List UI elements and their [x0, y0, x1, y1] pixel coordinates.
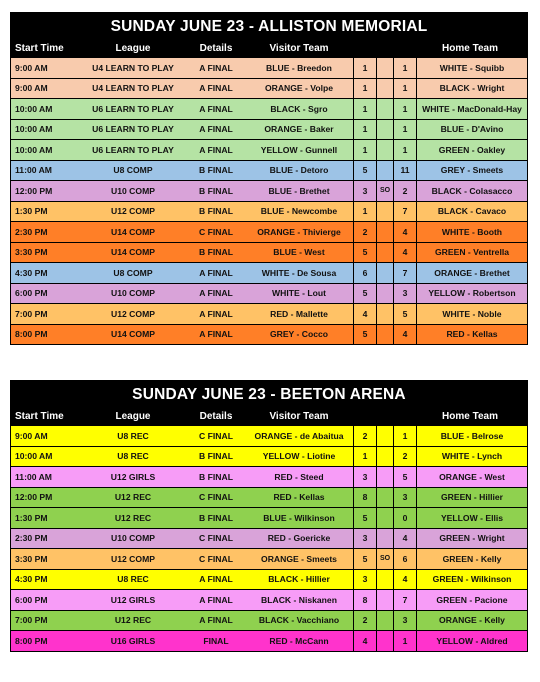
- cell-details: C FINAL: [199, 533, 233, 544]
- cell-details: A FINAL: [199, 103, 233, 114]
- cell-home-score: 1: [393, 426, 417, 446]
- table-row: [11, 324, 527, 345]
- table-row: [11, 78, 527, 99]
- table-row: [11, 507, 527, 528]
- header-visitor: Visitor Team: [269, 411, 329, 422]
- cell-details: C FINAL: [199, 553, 233, 564]
- table-row: [11, 201, 527, 222]
- cell-details: B FINAL: [199, 471, 233, 482]
- cell-visitor-score: 8: [353, 590, 376, 610]
- cell-visitor-team: RED - Steed: [274, 471, 324, 482]
- cell-start-time: 9:00 AM: [15, 62, 48, 73]
- cell-league: U8 REC: [117, 451, 149, 462]
- table-row: [11, 262, 527, 283]
- cell-league: U6 LEARN TO PLAY: [92, 124, 174, 135]
- cell-visitor-score: 1: [353, 447, 376, 467]
- schedule-title: SUNDAY JUNE 23 - ALLISTON MEMORIAL: [11, 13, 527, 40]
- header-home: Home Team: [442, 411, 498, 422]
- cell-shootout: SO: [376, 549, 393, 569]
- cell-visitor-score: 6: [353, 263, 376, 283]
- cell-shootout: [376, 590, 393, 610]
- cell-visitor-team: BLUE - Brethet: [268, 185, 330, 196]
- cell-home-score: 4: [393, 570, 417, 590]
- cell-league: U10 COMP: [111, 185, 155, 196]
- cell-shootout: [376, 508, 393, 528]
- cell-league: U12 COMP: [111, 553, 155, 564]
- cell-details: A FINAL: [199, 267, 233, 278]
- cell-home-score: 4: [393, 243, 417, 263]
- table-row: [11, 610, 527, 631]
- cell-start-time: 8:00 PM: [15, 329, 48, 340]
- cell-visitor-score: 1: [353, 140, 376, 160]
- header-visitor: Visitor Team: [269, 43, 329, 54]
- cell-home-score: 5: [393, 467, 417, 487]
- cell-start-time: 3:30 PM: [15, 247, 48, 258]
- cell-start-time: 11:00 AM: [15, 471, 52, 482]
- cell-visitor-score: 5: [353, 284, 376, 304]
- table-row: [11, 160, 527, 181]
- cell-details: A FINAL: [199, 574, 233, 585]
- header-details: Details: [199, 411, 233, 422]
- cell-visitor-team: RED - Kellas: [273, 492, 325, 503]
- cell-visitor-team: RED - Goericke: [267, 533, 331, 544]
- cell-visitor-team: BLACK - Hillier: [268, 574, 330, 585]
- cell-home-team: RED - Kellas: [446, 329, 498, 340]
- cell-details: B FINAL: [199, 206, 233, 217]
- cell-visitor-score: 5: [353, 549, 376, 569]
- cell-home-score: 4: [393, 325, 417, 345]
- cell-home-team: ORANGE - West: [439, 471, 505, 482]
- cell-visitor-score: 1: [353, 202, 376, 222]
- table-row: [11, 57, 527, 78]
- cell-home-team: GREEN - Pacione: [436, 594, 508, 605]
- table-row: [11, 446, 527, 467]
- cell-details: C FINAL: [199, 492, 233, 503]
- cell-home-score: 5: [393, 304, 417, 324]
- cell-home-team: GREEN - Wilkinson: [432, 574, 512, 585]
- cell-visitor-team: ORANGE - Volpe: [264, 83, 334, 94]
- table-row: [11, 242, 527, 263]
- cell-start-time: 10:00 AM: [15, 103, 53, 114]
- cell-shootout: [376, 120, 393, 140]
- game-rows: [11, 57, 527, 344]
- cell-visitor-score: 5: [353, 243, 376, 263]
- header-time: Start Time: [15, 411, 64, 422]
- cell-shootout: [376, 202, 393, 222]
- cell-home-score: 0: [393, 508, 417, 528]
- table-row: [11, 98, 527, 119]
- cell-home-team: WHITE - Noble: [442, 308, 502, 319]
- cell-shootout: [376, 488, 393, 508]
- header-row: [11, 40, 527, 57]
- cell-start-time: 11:00 AM: [15, 165, 52, 176]
- cell-visitor-team: WHITE - De Sousa: [261, 267, 337, 278]
- cell-league: U10 COMP: [111, 288, 155, 299]
- cell-visitor-team: BLACK - Vacchiano: [258, 615, 340, 626]
- cell-start-time: 10:00 AM: [15, 451, 53, 462]
- cell-visitor-team: ORANGE - Thivierge: [257, 226, 341, 237]
- cell-home-team: YELLOW - Robertson: [428, 288, 516, 299]
- cell-start-time: 12:00 PM: [15, 492, 53, 503]
- cell-visitor-team: BLUE - Breedon: [266, 62, 332, 73]
- game-rows: [11, 425, 527, 651]
- cell-league: U12 COMP: [111, 308, 155, 319]
- cell-shootout: [376, 426, 393, 446]
- cell-league: U12 REC: [114, 492, 152, 503]
- schedule-alliston: [10, 12, 528, 345]
- header-row: [11, 408, 527, 425]
- cell-visitor-score: 3: [353, 529, 376, 549]
- cell-home-team: ORANGE - Brethet: [434, 267, 510, 278]
- cell-visitor-score: 3: [353, 181, 376, 201]
- cell-home-team: WHITE - Lynch: [441, 451, 503, 462]
- cell-home-team: BLACK - Cavaco: [437, 206, 507, 217]
- header-home: Home Team: [442, 43, 498, 54]
- cell-shootout: [376, 284, 393, 304]
- cell-visitor-score: 4: [353, 631, 376, 651]
- cell-home-team: WHITE - MacDonald-Hay: [422, 103, 522, 114]
- cell-visitor-team: ORANGE - Baker: [264, 124, 334, 135]
- cell-shootout: [376, 161, 393, 181]
- cell-shootout: [376, 263, 393, 283]
- cell-shootout: [376, 79, 393, 99]
- cell-league: U6 LEARN TO PLAY: [92, 103, 174, 114]
- cell-league: U4 LEARN TO PLAY: [92, 83, 174, 94]
- cell-league: U14 COMP: [111, 247, 155, 258]
- cell-shootout: [376, 529, 393, 549]
- cell-start-time: 7:00 PM: [15, 308, 48, 319]
- cell-start-time: 6:00 PM: [15, 594, 48, 605]
- cell-shootout: [376, 447, 393, 467]
- cell-start-time: 9:00 AM: [15, 83, 48, 94]
- cell-start-time: 10:00 AM: [15, 124, 53, 135]
- cell-details: FINAL: [203, 635, 229, 646]
- table-row: [11, 487, 527, 508]
- cell-visitor-team: RED - Mallette: [270, 308, 328, 319]
- cell-shootout: [376, 631, 393, 651]
- table-row: [11, 119, 527, 140]
- cell-visitor-score: 3: [353, 467, 376, 487]
- table-row: [11, 425, 527, 446]
- cell-start-time: 8:00 PM: [15, 635, 48, 646]
- cell-visitor-team: ORANGE - de Abaitua: [254, 430, 344, 441]
- cell-home-score: 7: [393, 263, 417, 283]
- cell-details: A FINAL: [199, 329, 233, 340]
- cell-home-score: 6: [393, 549, 417, 569]
- cell-home-team: BLACK - Wright: [439, 83, 505, 94]
- cell-league: U12 GIRLS: [110, 594, 156, 605]
- cell-home-team: BLUE - Belrose: [440, 430, 504, 441]
- cell-home-team: YELLOW - Ellis: [440, 512, 504, 523]
- cell-home-score: 1: [393, 120, 417, 140]
- cell-league: U12 COMP: [111, 206, 155, 217]
- cell-home-score: 3: [393, 284, 417, 304]
- cell-home-team: GREEN - Hillier: [440, 492, 504, 503]
- cell-visitor-score: 5: [353, 508, 376, 528]
- cell-start-time: 1:30 PM: [15, 206, 48, 217]
- cell-visitor-team: BLUE - Wilkinson: [263, 512, 335, 523]
- header-league: League: [115, 411, 151, 422]
- cell-shootout: [376, 99, 393, 119]
- cell-home-score: 4: [393, 529, 417, 549]
- cell-visitor-team: RED - McCann: [269, 635, 329, 646]
- cell-start-time: 1:30 PM: [15, 512, 48, 523]
- cell-home-team: BLUE - D'Avino: [440, 124, 504, 135]
- cell-visitor-score: 2: [353, 611, 376, 631]
- cell-home-team: YELLOW - Aldred: [436, 635, 508, 646]
- cell-league: U14 COMP: [111, 329, 155, 340]
- cell-league: U12 GIRLS: [110, 471, 156, 482]
- cell-league: U6 LEARN TO PLAY: [92, 144, 174, 155]
- cell-shootout: [376, 58, 393, 78]
- cell-visitor-team: WHITE - Lout: [272, 288, 326, 299]
- cell-start-time: 4:30 PM: [15, 574, 48, 585]
- header-details: Details: [199, 43, 233, 54]
- cell-home-team: GREEN - Kelly: [442, 553, 502, 564]
- cell-home-score: 7: [393, 202, 417, 222]
- schedule-beeton: [10, 380, 528, 652]
- cell-start-time: 3:30 PM: [15, 553, 48, 564]
- cell-visitor-team: BLUE - Newcombe: [260, 206, 338, 217]
- cell-details: A FINAL: [199, 62, 233, 73]
- cell-details: A FINAL: [199, 83, 233, 94]
- cell-start-time: 12:00 PM: [15, 185, 53, 196]
- cell-visitor-team: BLUE - Detoro: [269, 165, 329, 176]
- cell-home-team: GREEN - Oakley: [438, 144, 506, 155]
- cell-home-score: 7: [393, 590, 417, 610]
- table-row: [11, 221, 527, 242]
- cell-start-time: 7:00 PM: [15, 615, 48, 626]
- cell-visitor-team: BLACK - Niskanen: [261, 594, 337, 605]
- cell-home-score: 1: [393, 99, 417, 119]
- cell-details: B FINAL: [199, 247, 233, 258]
- cell-details: A FINAL: [199, 144, 233, 155]
- cell-start-time: 4:30 PM: [15, 267, 48, 278]
- cell-start-time: 6:00 PM: [15, 288, 48, 299]
- cell-home-score: 1: [393, 58, 417, 78]
- cell-league: U8 COMP: [113, 165, 153, 176]
- cell-home-score: 2: [393, 181, 417, 201]
- cell-visitor-score: 1: [353, 58, 376, 78]
- cell-visitor-score: 5: [353, 161, 376, 181]
- cell-visitor-team: GREY - Cocco: [269, 329, 329, 340]
- cell-home-team: WHITE - Squibb: [439, 62, 505, 73]
- cell-details: A FINAL: [199, 615, 233, 626]
- cell-home-score: 1: [393, 79, 417, 99]
- cell-visitor-score: 3: [353, 570, 376, 590]
- cell-start-time: 10:00 AM: [15, 144, 53, 155]
- cell-league: U14 COMP: [111, 226, 155, 237]
- table-row: [11, 630, 527, 651]
- cell-details: B FINAL: [199, 185, 233, 196]
- cell-visitor-team: BLACK - Sgro: [270, 103, 328, 114]
- table-row: [11, 589, 527, 610]
- cell-league: U12 REC: [114, 615, 152, 626]
- table-row: [11, 283, 527, 304]
- cell-home-team: GREY - Smeets: [440, 165, 504, 176]
- cell-league: U8 REC: [117, 574, 149, 585]
- cell-visitor-score: 8: [353, 488, 376, 508]
- cell-home-team: WHITE - Booth: [441, 226, 503, 237]
- cell-shootout: [376, 140, 393, 160]
- cell-home-score: 2: [393, 447, 417, 467]
- cell-home-score: 4: [393, 222, 417, 242]
- cell-start-time: 9:00 AM: [15, 430, 48, 441]
- cell-league: U8 REC: [117, 430, 149, 441]
- table-row: [11, 139, 527, 160]
- cell-shootout: [376, 611, 393, 631]
- cell-home-team: GREEN - Wright: [439, 533, 505, 544]
- header-league: League: [115, 43, 151, 54]
- cell-details: C FINAL: [199, 430, 233, 441]
- table-row: [11, 466, 527, 487]
- table-row: [11, 303, 527, 324]
- cell-details: B FINAL: [199, 512, 233, 523]
- cell-start-time: 2:30 PM: [15, 226, 48, 237]
- cell-shootout: [376, 325, 393, 345]
- header-time: Start Time: [15, 43, 64, 54]
- cell-home-team: ORANGE - Kelly: [439, 615, 505, 626]
- cell-visitor-score: 1: [353, 120, 376, 140]
- cell-details: C FINAL: [199, 226, 233, 237]
- cell-league: U4 LEARN TO PLAY: [92, 62, 174, 73]
- cell-details: A FINAL: [199, 124, 233, 135]
- cell-visitor-team: YELLOW - Gunnell: [260, 144, 338, 155]
- cell-visitor-team: ORANGE - Smeets: [261, 553, 337, 564]
- table-row: [11, 528, 527, 549]
- cell-shootout: [376, 304, 393, 324]
- cell-home-score: 1: [393, 631, 417, 651]
- cell-visitor-score: 1: [353, 99, 376, 119]
- cell-home-score: 11: [393, 161, 417, 181]
- cell-visitor-team: BLUE - West: [273, 247, 325, 258]
- cell-visitor-score: 2: [353, 222, 376, 242]
- cell-shootout: [376, 243, 393, 263]
- cell-league: U16 GIRLS: [110, 635, 156, 646]
- cell-shootout: [376, 570, 393, 590]
- cell-details: B FINAL: [199, 165, 233, 176]
- cell-home-score: 3: [393, 488, 417, 508]
- cell-visitor-score: 4: [353, 304, 376, 324]
- table-row: [11, 569, 527, 590]
- cell-home-score: 1: [393, 140, 417, 160]
- cell-league: U8 COMP: [113, 267, 153, 278]
- cell-visitor-team: YELLOW - Liotine: [262, 451, 336, 462]
- cell-visitor-score: 5: [353, 325, 376, 345]
- cell-start-time: 2:30 PM: [15, 533, 48, 544]
- table-row: [11, 180, 527, 201]
- cell-league: U10 COMP: [111, 533, 155, 544]
- cell-shootout: SO: [376, 181, 393, 201]
- cell-details: A FINAL: [199, 288, 233, 299]
- cell-details: A FINAL: [199, 308, 233, 319]
- cell-visitor-score: 1: [353, 79, 376, 99]
- cell-home-team: BLACK - Colasacco: [431, 185, 513, 196]
- cell-visitor-score: 2: [353, 426, 376, 446]
- cell-details: A FINAL: [199, 594, 233, 605]
- schedule-title: SUNDAY JUNE 23 - BEETON ARENA: [11, 381, 527, 408]
- cell-home-score: 3: [393, 611, 417, 631]
- cell-details: B FINAL: [199, 451, 233, 462]
- cell-home-team: GREEN - Ventrella: [434, 247, 510, 258]
- cell-shootout: [376, 222, 393, 242]
- cell-shootout: [376, 467, 393, 487]
- table-row: [11, 548, 527, 569]
- cell-league: U12 REC: [114, 512, 152, 523]
